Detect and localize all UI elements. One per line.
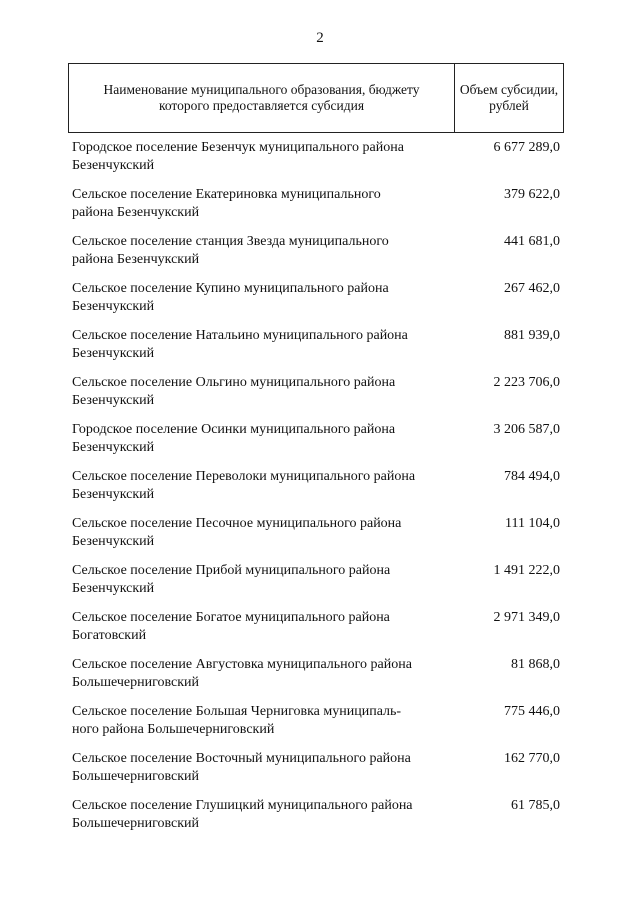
row-municipality-name: Городское поселение Безенчук муниципального района Безенчукский [72, 140, 404, 173]
table-row [0, 797, 640, 839]
table-row [0, 656, 640, 698]
table-header [68, 63, 564, 133]
row-municipality-name: Сельское поселение Купино муниципального района Безенчукский [72, 281, 389, 314]
row-subsidy-amount: 81 868,0 [511, 657, 560, 672]
row-subsidy-amount: 881 939,0 [504, 328, 560, 343]
row-municipality-name: Городское поселение Осинки муниципального района Безенчукский [72, 422, 396, 455]
table-row [0, 609, 640, 651]
row-subsidy-amount: 1 491 222,0 [493, 563, 560, 578]
table-row [0, 703, 640, 745]
row-subsidy-amount: 2 223 706,0 [493, 375, 560, 390]
row-municipality-name: Сельское поселение Екатериновка муниципального района Безенчукский [72, 187, 381, 220]
row-municipality-name: Сельское поселение Восточный муниципального района Большечерниговский [72, 751, 411, 784]
row-municipality-name: Сельское поселение Песочное муниципального района Безенчукский [72, 516, 402, 549]
table-row [0, 468, 640, 510]
page-number: 2 [316, 30, 324, 46]
table-row [0, 327, 640, 369]
table-row [0, 374, 640, 416]
row-municipality-name: Сельское поселение Натальино муниципального района Безенчукский [72, 328, 408, 361]
table-row [0, 562, 640, 604]
row-municipality-name: Сельское поселение станция Звезда муниципального района Безенчукский [72, 234, 389, 267]
table-row [0, 421, 640, 463]
row-municipality-name: Сельское поселение Глушицкий муниципального района Большечерниговский [72, 798, 413, 831]
table-row [0, 750, 640, 792]
row-municipality-name: Сельское поселение Переволоки муниципального района Безенчукский [72, 469, 416, 502]
row-subsidy-amount: 2 971 349,0 [493, 610, 560, 625]
row-municipality-name: Сельское поселение Ольгино муниципального района Безенчукский [72, 375, 396, 408]
row-subsidy-amount: 784 494,0 [504, 469, 560, 484]
header-subsidy-amount: Объем субсидии, рублей [459, 82, 559, 113]
row-subsidy-amount: 3 206 587,0 [493, 422, 560, 437]
row-subsidy-amount: 6 677 289,0 [493, 140, 560, 155]
row-subsidy-amount: 267 462,0 [504, 281, 560, 296]
row-municipality-name: Сельское поселение Августовка муниципального района Большечерниговский [72, 657, 412, 690]
row-subsidy-amount: 775 446,0 [504, 704, 560, 719]
table-row [0, 280, 640, 322]
row-subsidy-amount: 441 681,0 [504, 234, 560, 249]
row-municipality-name: Сельское поселение Богатое муниципального района Богатовский [72, 610, 390, 643]
header-municipality-name: Наименование муниципального образования, бюджету которого предоставляется субсидия [69, 64, 455, 132]
table-row [0, 139, 640, 181]
table-row [0, 515, 640, 557]
row-municipality-name: Сельское поселение Большая Черниговка муниципаль- ного района Большечерниговский [72, 704, 402, 737]
row-subsidy-amount: 162 770,0 [504, 751, 560, 766]
row-subsidy-amount: 379 622,0 [504, 187, 560, 202]
row-subsidy-amount: 61 785,0 [511, 798, 560, 813]
row-subsidy-amount: 111 104,0 [505, 516, 560, 531]
table-row [0, 186, 640, 228]
table-row [0, 233, 640, 275]
row-municipality-name: Сельское поселение Прибой муниципального района Безенчукский [72, 563, 391, 596]
